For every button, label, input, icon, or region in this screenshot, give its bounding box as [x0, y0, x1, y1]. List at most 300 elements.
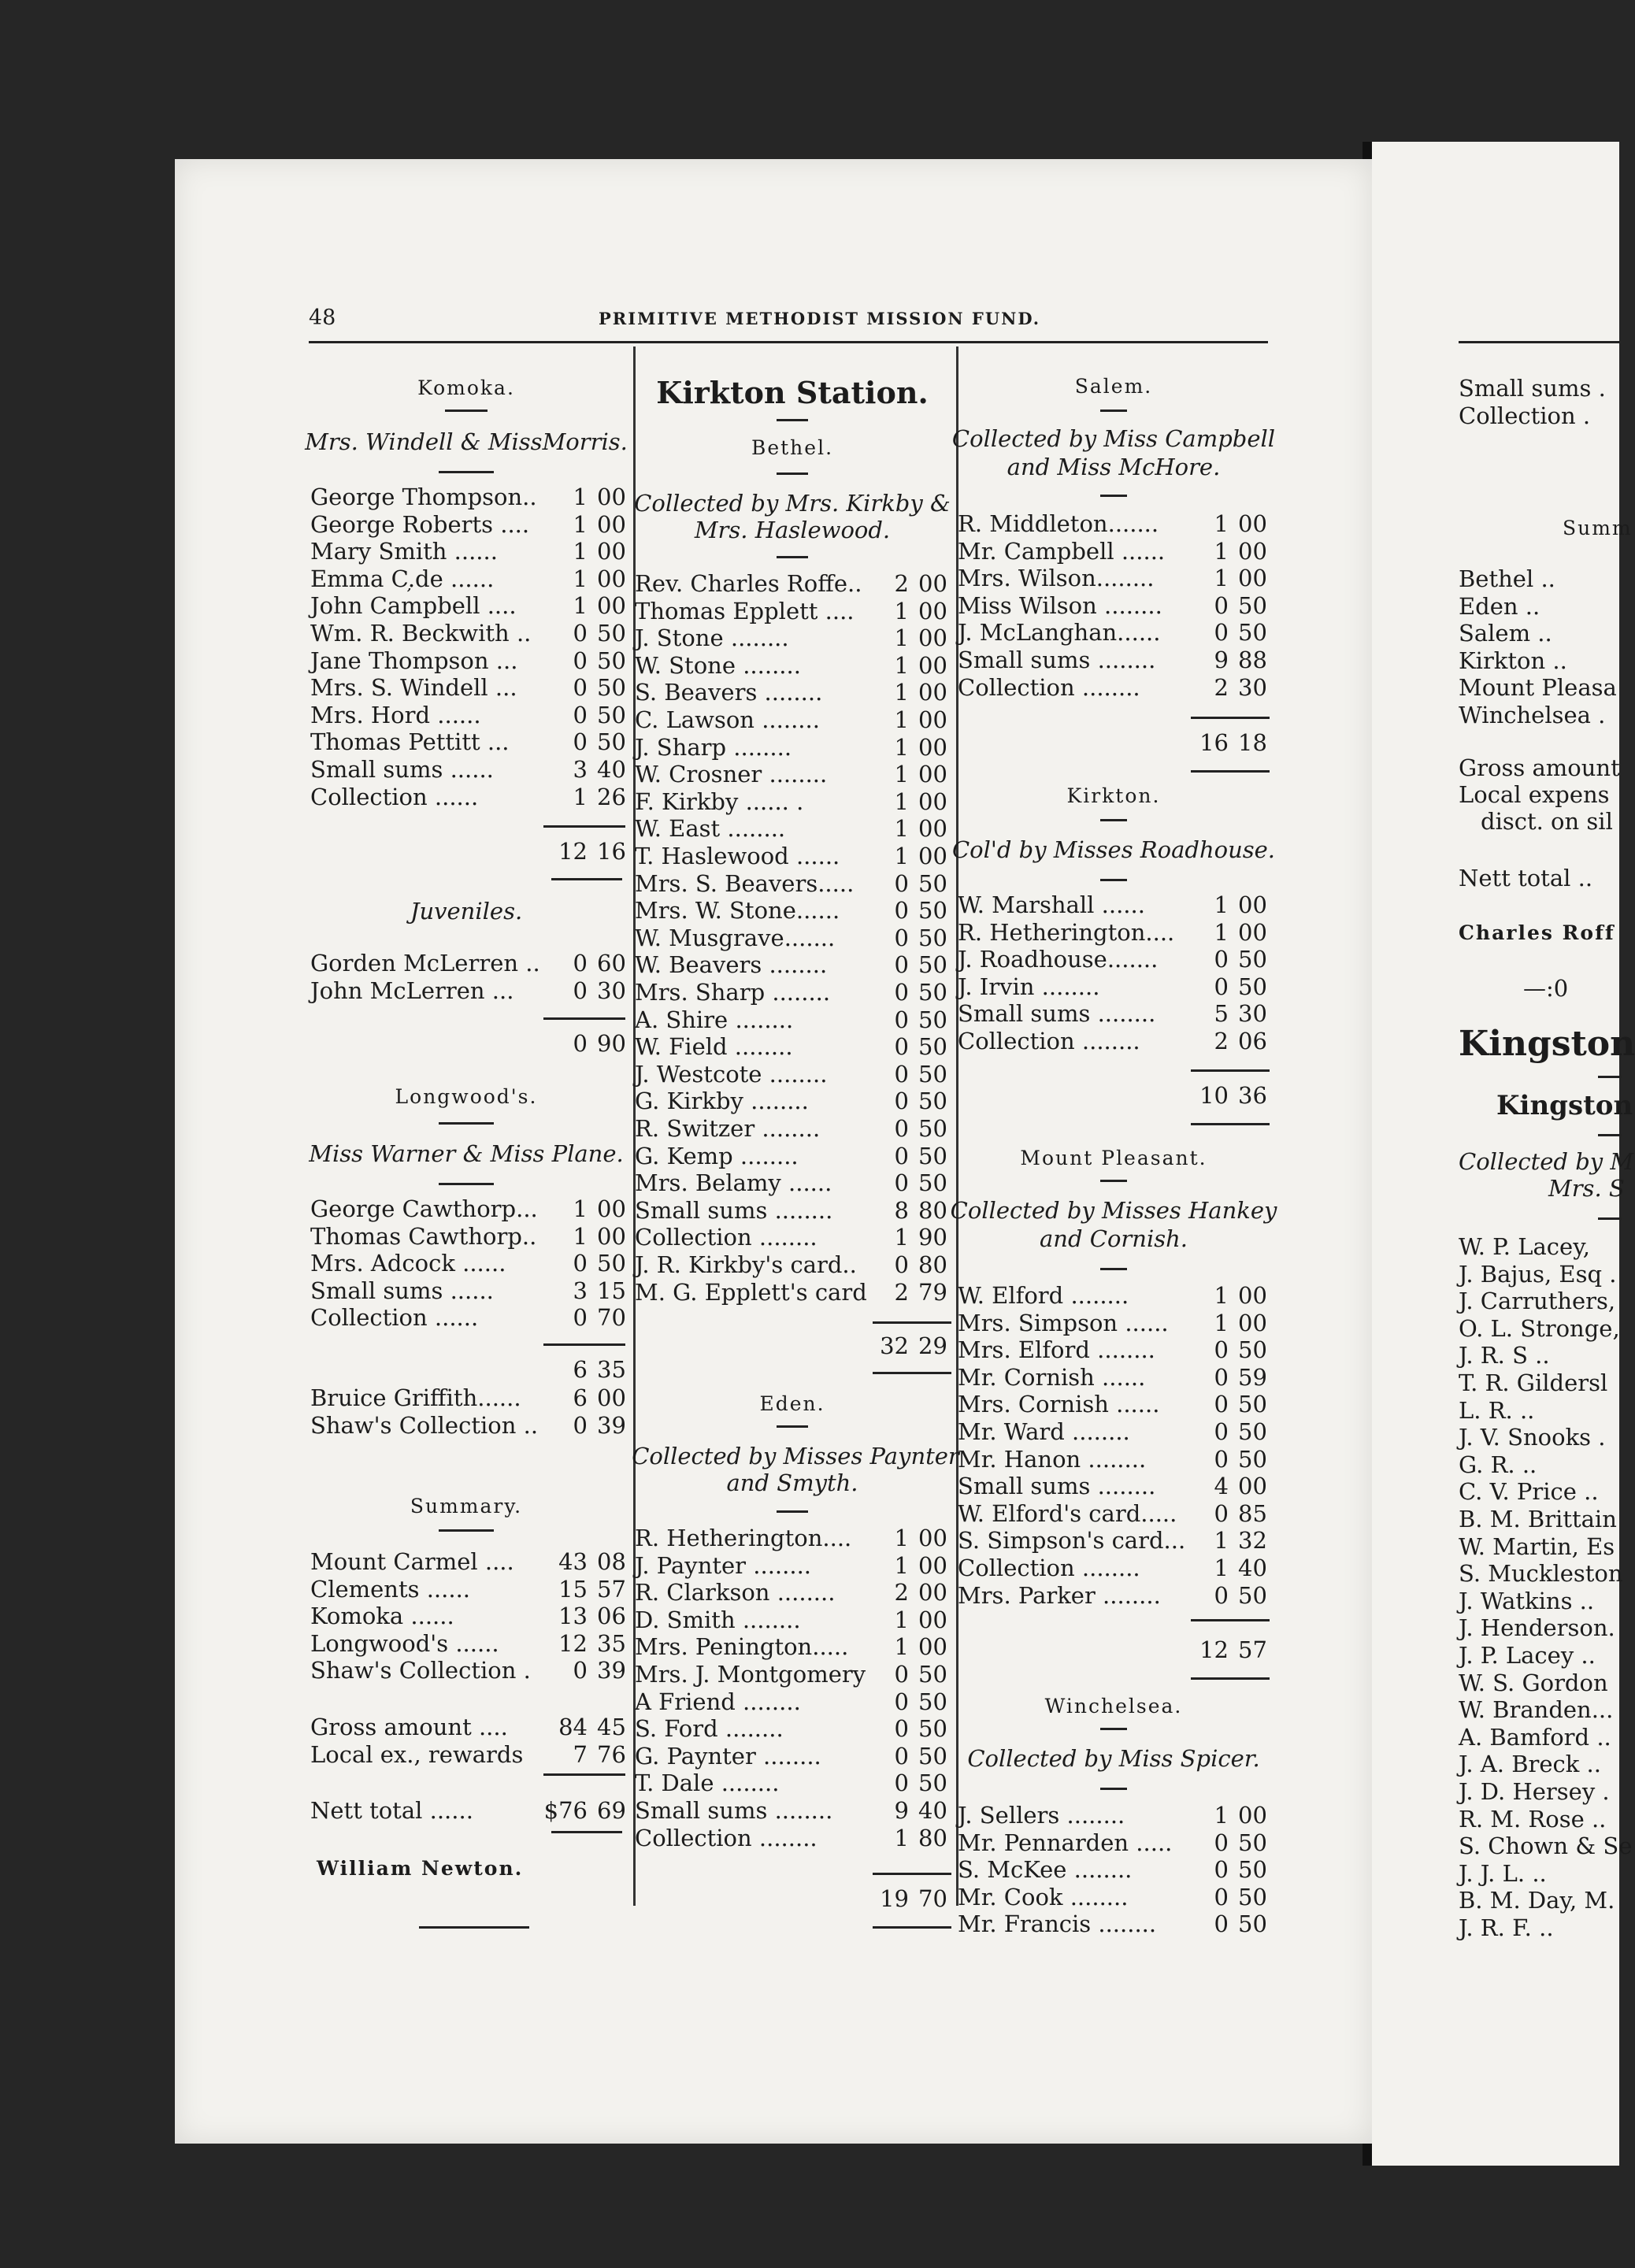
eden-row-name: Small sums ........	[635, 1797, 833, 1824]
eden-row-name: R. Clarkson ........	[635, 1579, 836, 1606]
right-collected-1: Collected by M	[1459, 1148, 1634, 1175]
collectors-mount-1: Collected by Misses Hankey	[950, 1197, 1277, 1224]
juveniles-total-dollars: 0	[573, 1030, 588, 1057]
winchelsea-row-dollars: 1	[1214, 1802, 1229, 1829]
longwoods-row-cents: 15	[597, 1277, 626, 1304]
right-nett: Nett total ..	[1459, 865, 1593, 891]
eden-row-cents: 50	[918, 1715, 947, 1743]
bethel-row-dollars: 0	[894, 1006, 909, 1033]
right-name-row: A. Bamford ..	[1459, 1723, 1611, 1751]
right-name-row: W. S. Gordon	[1459, 1669, 1608, 1696]
bethel-row-dollars: 2	[894, 570, 909, 597]
bethel-row-name: T. Haslewood ......	[635, 843, 840, 869]
longwoods-row-name: Thomas Cawthorp..	[310, 1222, 537, 1250]
bethel-row-cents: 50	[918, 1115, 947, 1142]
eden-row-name: D. Smith ........	[635, 1606, 801, 1633]
collectors-eden-2: and Smyth.	[726, 1469, 858, 1496]
komoka-row-dollars: 0	[573, 701, 588, 728]
bethel-row-dollars: 0	[894, 1060, 909, 1088]
komoka-row-cents: 00	[597, 510, 626, 538]
header-rule-right	[1459, 341, 1619, 343]
mount-row-dollars: 0	[1214, 1418, 1229, 1445]
bethel-row-name: J. Stone ........	[635, 624, 789, 652]
komoka-row-dollars: 1	[573, 510, 588, 538]
kirkton-row-dollars: 5	[1214, 1000, 1229, 1028]
short-rule	[439, 471, 494, 473]
right-deco: —:0	[1523, 975, 1569, 1002]
eden-total-cents: 70	[918, 1885, 947, 1912]
kirkton-row-dollars: 1	[1214, 891, 1229, 918]
salem-row-dollars: 1	[1214, 510, 1229, 537]
juveniles-total-cents: 90	[597, 1030, 626, 1057]
gross-row-dollars: 7	[573, 1740, 588, 1768]
eden-row-dollars: 1	[894, 1551, 909, 1579]
right-page-row: Small sums .	[1459, 375, 1606, 402]
bethel-row-cents: 00	[918, 624, 947, 652]
komoka-row-dollars: 1	[573, 592, 588, 620]
kirkton-row-dollars: 1	[1214, 918, 1229, 946]
gross-row-cents: 76	[597, 1740, 626, 1768]
total-rule	[873, 1372, 951, 1374]
running-title: PRIMITIVE METHODIST MISSION FUND.	[599, 309, 1041, 328]
kirkton-row-cents: 30	[1238, 1000, 1267, 1028]
bethel-row-cents: 50	[918, 924, 947, 951]
total-rule	[543, 1343, 625, 1346]
eden-row-name: S. Ford ........	[635, 1715, 784, 1743]
right-name-row: B. M. Day, M.	[1459, 1887, 1615, 1914]
mount-row-cents: 50	[1238, 1418, 1267, 1445]
bethel-row-dollars: 8	[894, 1196, 909, 1224]
salem-row-name: J. McLanghan......	[958, 619, 1161, 647]
mount-row-dollars: 1	[1214, 1527, 1229, 1555]
mount-row-dollars: 0	[1214, 1499, 1229, 1527]
mount-row-cents: 40	[1238, 1555, 1267, 1581]
bethel-row-name: A. Shire ........	[635, 1006, 794, 1033]
komoka-row-name: Small sums ......	[310, 756, 494, 783]
winchelsea-row-dollars: 0	[1214, 1883, 1229, 1910]
right-name-row: B. M. Brittain	[1459, 1506, 1617, 1532]
right-name-row: J. A. Breck ..	[1459, 1751, 1601, 1778]
mount-row-name: Collection ........	[958, 1555, 1140, 1581]
short-rule	[1100, 410, 1127, 412]
komoka-row-cents: 50	[597, 674, 626, 702]
collectors-longwoods: Miss Warner & Miss Plane.	[309, 1140, 624, 1167]
kirkton-row-name: R. Hetherington....	[958, 918, 1175, 946]
bethel-row-name: Thomas Epplett ....	[635, 597, 855, 624]
short-rule	[1598, 1134, 1622, 1136]
kirkton-row-name: W. Marshall ......	[958, 891, 1145, 918]
salem-row-cents: 00	[1238, 565, 1267, 592]
bethel-total-cents: 29	[918, 1332, 947, 1359]
total-rule	[873, 1926, 951, 1929]
eden-row-dollars: 0	[894, 1742, 909, 1770]
kirkton-total-dollars: 10	[1199, 1082, 1229, 1109]
komoka-row-name: George Roberts ....	[310, 510, 530, 538]
bethel-row-dollars: 1	[894, 597, 909, 624]
eden-row-dollars: 2	[894, 1579, 909, 1606]
right-charles: Charles Roff	[1459, 921, 1615, 944]
bethel-row-name: W. East ........	[635, 815, 786, 843]
bethel-row-dollars: 1	[894, 651, 909, 679]
komoka-row-dollars: 1	[573, 565, 588, 592]
bethel-row-cents: 00	[918, 651, 947, 679]
total-rule	[1191, 717, 1270, 719]
winchelsea-row-cents: 50	[1238, 1883, 1267, 1910]
salem-row-name: Miss Wilson ........	[958, 591, 1162, 619]
short-rule	[1100, 1788, 1127, 1790]
mount-row-cents: 00	[1238, 1282, 1267, 1309]
mount-row-name: Mr. Hanon ........	[958, 1445, 1147, 1473]
longwoods-row-dollars: 1	[573, 1195, 588, 1222]
short-rule	[1100, 495, 1127, 497]
salem-row-cents: 00	[1238, 510, 1267, 537]
total-rule	[1191, 1619, 1270, 1621]
page-number: 48	[309, 306, 336, 330]
summary-row-dollars: 12	[558, 1629, 588, 1657]
eden-total-dollars: 19	[880, 1885, 909, 1912]
mount-row-cents: 00	[1238, 1473, 1267, 1500]
collectors-komoka: Mrs. Windell & MissMorris.	[305, 428, 628, 455]
mount-row-dollars: 0	[1214, 1336, 1229, 1364]
bethel-row-cents: 50	[918, 897, 947, 925]
closing-rule	[419, 1926, 529, 1929]
right-name-row: W. Martin, Es	[1459, 1532, 1615, 1560]
collectors-mount-2: and Cornish.	[1040, 1225, 1188, 1252]
komoka-row-dollars: 1	[573, 484, 588, 510]
kirkton-row-dollars: 0	[1214, 973, 1229, 1000]
salem-row-name: R. Middleton.......	[958, 510, 1159, 537]
juveniles-row-cents: 30	[597, 976, 626, 1004]
bethel-row-dollars: 1	[894, 624, 909, 652]
bethel-row-name: S. Beavers ........	[635, 679, 823, 706]
mount-row-dollars: 1	[1214, 1555, 1229, 1581]
kirkton-row-cents: 06	[1238, 1028, 1267, 1054]
short-rule	[445, 410, 488, 412]
salem-row-cents: 50	[1238, 591, 1267, 619]
eden-row-cents: 00	[918, 1606, 947, 1633]
eden-row-dollars: 0	[894, 1661, 909, 1688]
komoka-row-name: George Thompson..	[310, 484, 537, 510]
collectors-salem-1: Collected by Miss Campbell	[951, 425, 1276, 452]
winchelsea-row-name: Mr. Pennarden .....	[958, 1829, 1173, 1856]
right-name-row: J. R. S ..	[1459, 1342, 1550, 1369]
mount-row-cents: 00	[1238, 1309, 1267, 1336]
kirkton-row-name: Small sums ........	[958, 1000, 1156, 1028]
gross-row-dollars: 84	[558, 1714, 588, 1740]
bethel-row-name: G. Kirkby ........	[635, 1088, 809, 1115]
longwoods-row-cents: 70	[597, 1304, 626, 1332]
eden-row-name: Mrs. Penington.....	[635, 1633, 849, 1661]
bethel-row-cents: 50	[918, 869, 947, 897]
juveniles-row-dollars: 0	[573, 950, 588, 976]
winchelsea-row-name: J. Sellers ........	[958, 1802, 1125, 1829]
bethel-row-name: W. Field ........	[635, 1033, 793, 1061]
winchelsea-row-name: S. McKee ........	[958, 1856, 1133, 1884]
section-title-kirkton: Kirkton.	[1066, 784, 1161, 807]
header-rule	[309, 341, 1268, 343]
total-rule	[1191, 770, 1270, 773]
right-summary-row: Winchelsea .	[1459, 702, 1606, 728]
collectors-kirkton: Col'd by Misses Roadhouse.	[951, 836, 1276, 863]
mount-row-dollars: 1	[1214, 1282, 1229, 1309]
right-collected-2: Mrs. S	[1548, 1175, 1625, 1202]
juveniles-row-dollars: 0	[573, 976, 588, 1004]
right-name-row: S. Muckleston	[1459, 1560, 1623, 1588]
right-name-row: J. Carruthers,	[1459, 1288, 1616, 1315]
bethel-row-name: W. Beavers ........	[635, 951, 828, 979]
bethel-row-name: Mrs. S. Beavers.....	[635, 869, 855, 897]
bethel-row-name: G. Kemp ........	[635, 1142, 799, 1169]
eden-row-cents: 40	[918, 1797, 947, 1824]
komoka-row-dollars: 1	[573, 783, 588, 810]
eden-row-name: G. Paynter ........	[635, 1742, 821, 1770]
mount-row-name: W. Elford ........	[958, 1282, 1129, 1309]
right-page-row: Collection .	[1459, 402, 1591, 429]
eden-row-dollars: 0	[894, 1770, 909, 1797]
bethel-row-dollars: 0	[894, 1033, 909, 1061]
eden-row-name: Mrs. J. Montgomery	[635, 1661, 866, 1688]
short-rule	[439, 1529, 494, 1532]
short-rule	[439, 1183, 494, 1185]
kirkton-total-cents: 36	[1238, 1082, 1267, 1109]
short-rule	[777, 472, 808, 475]
komoka-row-cents: 00	[597, 538, 626, 565]
bethel-row-cents: 50	[918, 1006, 947, 1033]
short-rule	[1100, 879, 1127, 881]
winchelsea-row-dollars: 0	[1214, 1829, 1229, 1856]
winchelsea-row-cents: 50	[1238, 1829, 1267, 1856]
salem-total-cents: 18	[1238, 729, 1267, 756]
komoka-row-dollars: 0	[573, 674, 588, 702]
komoka-row-cents: 50	[597, 728, 626, 756]
salem-row-cents: 88	[1238, 647, 1267, 673]
total-rule	[551, 878, 622, 880]
komoka-row-cents: 40	[597, 756, 626, 783]
kirkton-row-cents: 50	[1238, 946, 1267, 973]
collectors-eden-1: Collected by Misses Paynter	[632, 1443, 959, 1469]
longwoods-row-name: Small sums ......	[310, 1277, 494, 1304]
komoka-total-dollars: 12	[558, 838, 588, 865]
right-name-row: W. P. Lacey,	[1459, 1233, 1590, 1260]
kirkton-row-cents: 00	[1238, 918, 1267, 946]
longwoods-total-cents: 35	[597, 1356, 626, 1383]
komoka-row-dollars: 1	[573, 538, 588, 565]
summary-row-name: Shaw's Collection .	[310, 1657, 531, 1684]
right-name-row: S. Chown & Se	[1459, 1833, 1633, 1860]
komoka-row-name: John Campbell ....	[310, 592, 517, 620]
right-name-row: J. Henderson.	[1459, 1614, 1615, 1642]
longwoods-row-dollars: 3	[573, 1277, 588, 1304]
bethel-row-name: W. Crosner ........	[635, 761, 828, 788]
right-kingston-title: Kingston	[1459, 1024, 1635, 1064]
mount-row-dollars: 0	[1214, 1445, 1229, 1473]
bethel-row-cents: 79	[918, 1278, 947, 1306]
section-title-winchelsea: Winchelsea.	[1044, 1695, 1183, 1718]
longwoods-total-dollars: 6	[573, 1356, 588, 1383]
gross-row-cents: 45	[597, 1714, 626, 1740]
right-local-2: disct. on sil	[1481, 808, 1613, 835]
eden-row-cents: 80	[918, 1824, 947, 1851]
salem-row-dollars: 0	[1214, 591, 1229, 619]
longwoods-row-dollars: 0	[573, 1304, 588, 1332]
right-name-row: J. J. L. ..	[1459, 1859, 1547, 1887]
komoka-total-cents: 16	[597, 838, 626, 865]
bethel-row-cents: 50	[918, 1088, 947, 1115]
mount-total-cents: 57	[1238, 1636, 1267, 1663]
komoka-row-dollars: 0	[573, 728, 588, 756]
mount-row-name: W. Elford's card.....	[958, 1499, 1177, 1527]
right-summary-title: Summ	[1563, 517, 1633, 539]
mount-row-name: Mrs. Parker ........	[958, 1581, 1161, 1609]
summary-row-cents: 35	[597, 1629, 626, 1657]
bethel-row-dollars: 2	[894, 1278, 909, 1306]
eden-row-dollars: 1	[894, 1606, 909, 1633]
bethel-row-name: Small sums ........	[635, 1196, 833, 1224]
mount-row-cents: 50	[1238, 1391, 1267, 1418]
extra-row-cents: 39	[597, 1411, 626, 1439]
right-name-row: G. R. ..	[1459, 1451, 1537, 1478]
bethel-row-cents: 80	[918, 1251, 947, 1278]
right-name-row: J. V. Snooks .	[1459, 1424, 1606, 1451]
section-title-longwoods: Longwood's.	[395, 1085, 538, 1108]
bethel-row-cents: 50	[918, 951, 947, 979]
winchelsea-row-dollars: 0	[1214, 1856, 1229, 1884]
extra-row-dollars: 6	[573, 1384, 588, 1411]
salem-row-name: Mr. Campbell ......	[958, 537, 1166, 565]
summary-row-name: Longwood's ......	[310, 1629, 499, 1657]
short-rule	[1100, 1728, 1127, 1730]
right-summary-row: Mount Pleasa	[1459, 674, 1617, 702]
salem-row-dollars: 2	[1214, 673, 1229, 701]
bethel-row-cents: 00	[918, 597, 947, 624]
longwoods-row-name: Mrs. Adcock ......	[310, 1250, 506, 1277]
section-title-mount-pleasant: Mount Pleasant.	[1020, 1147, 1207, 1169]
kirkton-row-name: Collection ........	[958, 1028, 1140, 1054]
mount-row-name: Small sums ........	[958, 1473, 1156, 1500]
bethel-row-name: Collection ........	[635, 1224, 818, 1251]
eden-row-name: J. Paynter ........	[635, 1551, 812, 1579]
komoka-row-cents: 50	[597, 647, 626, 674]
nett-total-cents: 69	[597, 1797, 626, 1824]
winchelsea-row-cents: 50	[1238, 1910, 1267, 1938]
bethel-row-cents: 50	[918, 1142, 947, 1169]
salem-row-dollars: 1	[1214, 565, 1229, 592]
komoka-row-dollars: 0	[573, 620, 588, 647]
juveniles-row-name: John McLerren ...	[310, 976, 514, 1004]
right-name-row: J. Bajus, Esq .	[1459, 1260, 1617, 1288]
komoka-row-name: Mrs. S. Windell ...	[310, 674, 517, 702]
right-name-row: C. V. Price ..	[1459, 1478, 1599, 1506]
longwoods-row-dollars: 1	[573, 1222, 588, 1250]
summary-row-cents: 06	[597, 1603, 626, 1630]
kirkton-row-name: J. Irvin ........	[958, 973, 1100, 1000]
right-kingston-sub: Kingston	[1496, 1090, 1633, 1121]
eden-row-dollars: 1	[894, 1525, 909, 1551]
bethel-total-dollars: 32	[880, 1332, 909, 1359]
komoka-row-name: Emma C.̦de ......	[310, 565, 495, 592]
mount-row-cents: 32	[1238, 1527, 1267, 1555]
right-local-1: Local expens	[1459, 781, 1610, 808]
eden-row-cents: 50	[918, 1742, 947, 1770]
summary-row-name: Mount Carmel ....	[310, 1548, 514, 1575]
longwoods-row-name: Collection ......	[310, 1304, 479, 1332]
mount-row-name: Mrs. Elford ........	[958, 1336, 1155, 1364]
short-rule	[1100, 1180, 1127, 1182]
right-name-row: J. Watkins ..	[1459, 1587, 1595, 1614]
mount-row-name: S. Simpson's card...	[958, 1527, 1186, 1555]
salem-row-dollars: 9	[1214, 647, 1229, 673]
juveniles-row-name: Gorden McLerren ..	[310, 950, 540, 976]
bethel-row-cents: 50	[918, 1060, 947, 1088]
komoka-row-cents: 50	[597, 701, 626, 728]
eden-row-cents: 50	[918, 1661, 947, 1688]
bethel-row-dollars: 1	[894, 733, 909, 761]
eden-row-cents: 00	[918, 1551, 947, 1579]
bethel-row-cents: 00	[918, 706, 947, 733]
eden-row-cents: 50	[918, 1770, 947, 1797]
section-title-salem: Salem.	[1074, 375, 1153, 398]
mount-row-dollars: 0	[1214, 1363, 1229, 1391]
collectors-bethel-2: Mrs. Haslewood.	[694, 517, 891, 543]
bethel-row-name: W. Stone ........	[635, 651, 801, 679]
salem-row-cents: 50	[1238, 619, 1267, 647]
eden-row-name: T. Dale ........	[635, 1770, 780, 1797]
total-rule	[873, 1873, 951, 1875]
right-summary-row: Salem ..	[1459, 620, 1552, 647]
eden-row-dollars: 0	[894, 1688, 909, 1715]
longwoods-row-cents: 50	[597, 1250, 626, 1277]
eden-row-cents: 50	[918, 1688, 947, 1715]
bethel-row-dollars: 1	[894, 815, 909, 843]
bethel-row-dollars: 0	[894, 951, 909, 979]
mount-row-name: Mrs. Simpson ......	[958, 1309, 1169, 1336]
bethel-row-dollars: 0	[894, 924, 909, 951]
eden-row-dollars: 1	[894, 1633, 909, 1661]
right-summary-row: Eden ..	[1459, 592, 1540, 620]
bethel-row-name: J. R. Kirkby's card..	[635, 1251, 857, 1278]
gross-row-name: Gross amount ....	[310, 1714, 508, 1740]
bethel-row-cents: 00	[918, 679, 947, 706]
winchelsea-row-cents: 00	[1238, 1802, 1267, 1829]
bethel-row-dollars: 1	[894, 788, 909, 815]
total-rule	[543, 825, 625, 828]
winchelsea-row-cents: 50	[1238, 1856, 1267, 1884]
bethel-row-cents: 80	[918, 1196, 947, 1224]
komoka-row-cents: 00	[597, 484, 626, 510]
bethel-row-dollars: 0	[894, 897, 909, 925]
section-title-komoka: Komoka.	[417, 376, 515, 399]
summary-row-cents: 57	[597, 1575, 626, 1603]
komoka-row-dollars: 0	[573, 647, 588, 674]
bethel-row-dollars: 1	[894, 679, 909, 706]
right-name-row: J. P. Lacey ..	[1459, 1642, 1596, 1669]
bethel-row-dollars: 0	[894, 1088, 909, 1115]
longwoods-row-dollars: 0	[573, 1250, 588, 1277]
bethel-row-dollars: 0	[894, 1115, 909, 1142]
winchelsea-row-name: Mr. Cook ........	[958, 1883, 1129, 1910]
eden-row-cents: 00	[918, 1525, 947, 1551]
collectors-salem-2: and Miss McHore.	[1007, 454, 1221, 480]
komoka-row-name: Thomas Pettitt ...	[310, 728, 510, 756]
short-rule	[777, 1425, 808, 1428]
summary-row-dollars: 0	[573, 1657, 588, 1684]
bethel-row-name: M. G. Epplett's card	[635, 1278, 867, 1306]
right-name-row: T. R. Gildersl	[1459, 1369, 1608, 1396]
salem-row-dollars: 1	[1214, 537, 1229, 565]
salem-row-dollars: 0	[1214, 619, 1229, 647]
bethel-row-cents: 00	[918, 733, 947, 761]
mount-row-dollars: 1	[1214, 1309, 1229, 1336]
